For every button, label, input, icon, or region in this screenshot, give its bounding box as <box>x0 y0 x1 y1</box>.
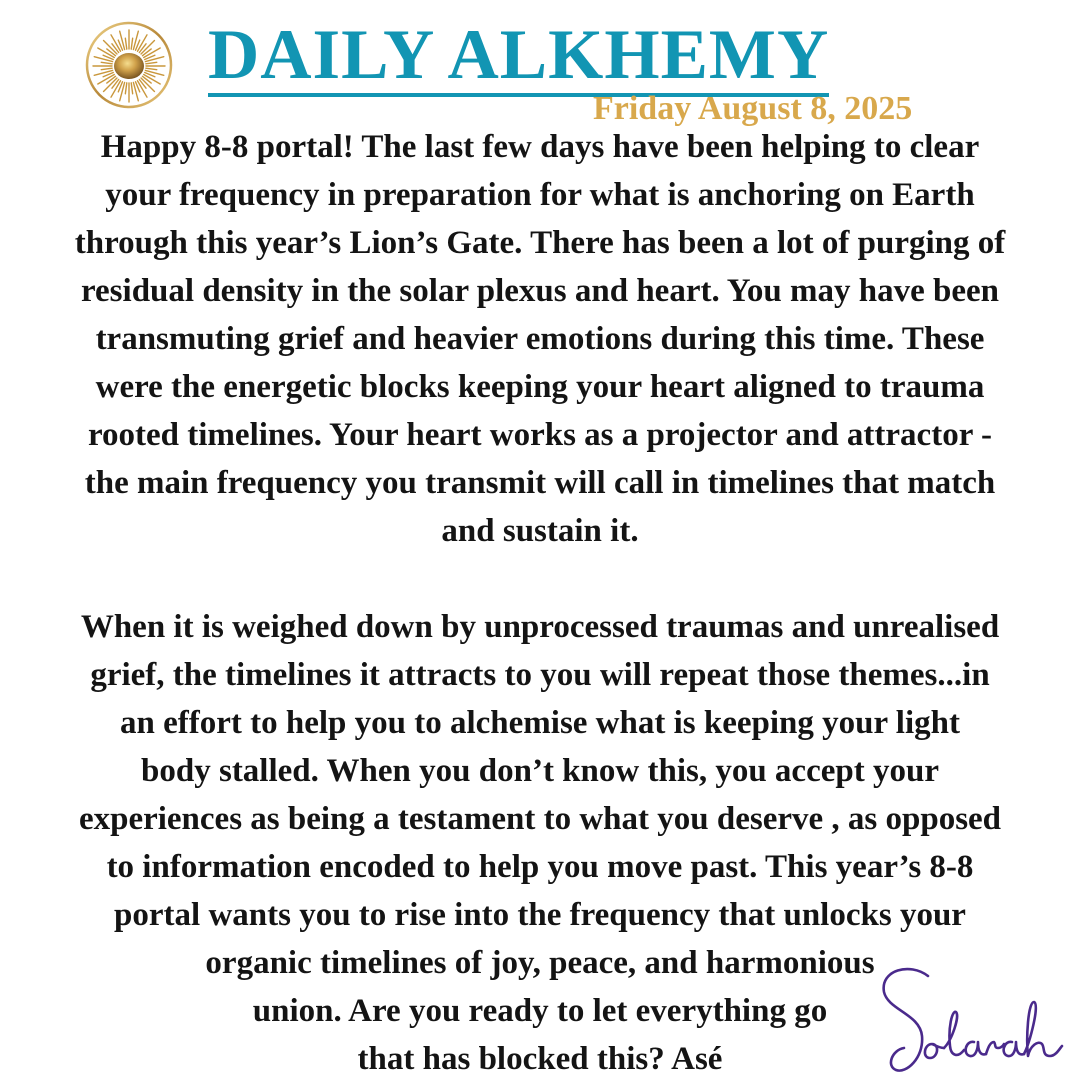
message-line: were the energetic blocks keeping your heart aligned to trauma <box>95 369 985 405</box>
message-paragraph-1 <box>10 123 1070 555</box>
golden-sun-logo-icon <box>84 20 174 110</box>
solarah-signature <box>870 958 1065 1078</box>
message-line: residual density in the solar plexus and heart. You may have been <box>80 273 999 309</box>
message-line: your frequency in preparation for what is anchoring on Earth <box>105 177 975 213</box>
message-line: that has blocked this? Asé <box>357 1041 723 1077</box>
message-line: organic timelines of joy, peace, and harmonious <box>205 945 875 981</box>
message-line: an effort to help you to alchemise what is keeping your light <box>120 705 960 741</box>
message-line: When it is weighed down by unprocessed traumas and unrealised <box>80 609 1000 645</box>
message-line: experiences as being a testament to what you deserve , as opposed <box>78 801 1002 837</box>
page-title: DAILY ALKHEMY <box>208 20 829 97</box>
message-line: portal wants you to rise into the frequency that unlocks your <box>114 897 966 933</box>
message-line: the main frequency you transmit will call in timelines that match <box>84 465 996 501</box>
post-date: Friday August 8, 2025 <box>593 90 913 127</box>
message-line: through this year’s Lion’s Gate. There has been a lot of purging of <box>74 225 1006 261</box>
message-line: union. Are you ready to let everything go <box>252 993 828 1029</box>
message-line: body stalled. When you don’t know this, you accept your <box>141 753 939 789</box>
message-line: and sustain it. <box>441 513 639 549</box>
message-line: grief, the timelines it attracts to you will repeat those themes...in <box>90 657 990 693</box>
message-line: transmuting grief and heavier emotions during this time. These <box>95 321 985 357</box>
message-line: rooted timelines. Your heart works as a projector and attractor - <box>87 417 992 453</box>
message-line: to information encoded to help you move past. This year’s 8-8 <box>106 849 974 885</box>
message-line: Happy 8-8 portal! The last few days have been helping to clear <box>100 129 980 165</box>
